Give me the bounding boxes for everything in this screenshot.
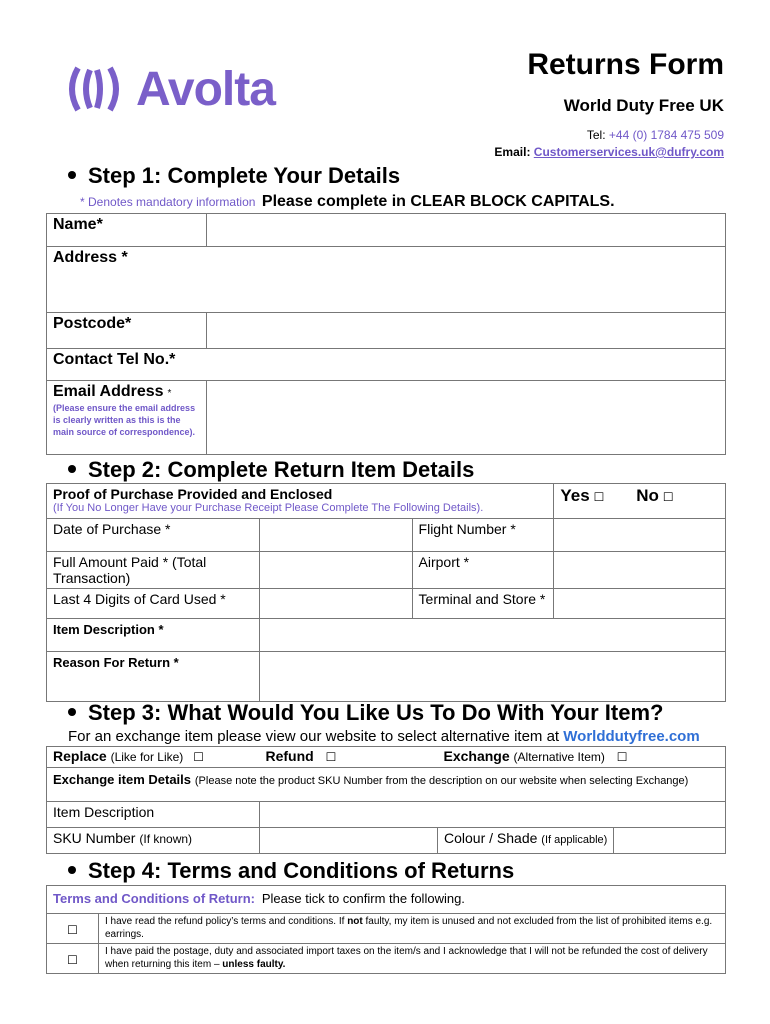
exchange-item-desc-label-cell [47,802,260,828]
exchange-details-note: (Please note the product SKU Number from the description on our website when selecting Exchange) [194,775,689,787]
replace-cell [47,747,260,768]
replace-label: Replace [53,748,107,764]
step2-heading: Step 2: Complete Return Item Details [68,457,474,483]
exchange-note: (Alternative Item) [513,750,605,764]
replace-note: (Like for Like) [110,750,184,764]
postcode-label: Postcode* [53,315,132,332]
sku-note: (If known) [139,832,193,846]
email-note: (Please ensure the email address is clearly written as this is the main source of correspondence). [53,403,196,437]
block-capitals-instruction: Please complete in CLEAR BLOCK CAPITALS. [261,193,615,210]
bullet-icon [68,465,76,473]
email-star: * [167,388,172,399]
airport-input[interactable] [554,552,726,589]
email-label-cell [47,381,207,455]
refund-cell [260,747,438,768]
yes-no-cell [554,484,726,519]
reason-label: Reason For Return * [53,655,179,670]
card-input[interactable] [259,589,412,619]
terminal-input[interactable] [554,589,726,619]
bullet-icon [68,171,76,179]
address-label: Address * [53,249,128,266]
flight-label-cell [412,519,554,552]
sku-label: SKU Number [53,830,136,846]
date-input[interactable] [259,519,412,552]
amount-input[interactable] [259,552,412,589]
proof-note: (If You No Longer Have your Purchase Receipt Please Complete The Following Details). [53,502,484,514]
exchange-details-label: Exchange item Details [53,772,191,787]
term2-text: I have paid the postage, duty and associated import taxes on the item/s and I acknowledge that I will not be refunded the cost of delivery when returning this item – unless faulty. [99,944,726,974]
name-label: Name* [53,216,103,233]
colour-note: (If applicable) [541,834,608,846]
contact-tel-input[interactable] [47,349,726,381]
postcode-label-cell [47,313,207,349]
amount-label: Full Amount Paid * (Total Transaction) [53,554,207,586]
exchange-intro: For an exchange item please view our website to select alternative item at [68,728,560,745]
postcode-input[interactable] [207,313,726,349]
flight-input[interactable] [554,519,726,552]
term1-checkbox-cell [47,914,99,944]
term2-checkbox[interactable]: ☐ [67,952,78,967]
exchange-item-desc-input[interactable] [260,802,726,828]
term1-checkbox[interactable]: ☐ [67,922,78,937]
date-label-cell [47,519,260,552]
tel-label: Tel: [586,128,606,142]
no-checkbox[interactable]: ☐ [662,490,674,504]
sku-input[interactable] [260,828,438,854]
card-label: Last 4 Digits of Card Used * [53,591,226,607]
contact-tel-label: Contact Tel No.* [53,351,176,368]
item-desc-label-cell [47,619,260,652]
reason-label-cell [47,652,260,702]
airport-label: Airport * [418,554,470,570]
no-label: No [636,486,659,505]
header-email [494,145,724,159]
email-label: Email: [494,145,531,159]
term2-checkbox-cell [47,944,99,974]
flight-label: Flight Number * [418,521,516,537]
name-label-cell [47,214,207,247]
email-address-input[interactable] [207,381,726,455]
proof-label: Proof of Purchase Provided and Enclosed [53,486,333,502]
yes-label: Yes [560,486,590,505]
page-title: Returns Form [527,48,724,81]
replace-checkbox[interactable]: ☐ [193,750,204,764]
exchange-label: Exchange [443,748,510,764]
step1-note [80,193,615,211]
sku-label-cell [47,828,260,854]
refund-label: Refund [265,748,314,764]
website-link[interactable]: Worlddutyfree.com [563,728,700,745]
details-table [46,213,726,455]
exchange-checkbox[interactable]: ☐ [616,750,628,764]
card-label-cell [47,589,260,619]
date-label: Date of Purchase * [53,521,171,537]
yes-checkbox[interactable]: ☐ [593,490,605,504]
bullet-icon [68,866,76,874]
amount-label-cell [47,552,260,589]
terms-label: Terms and Conditions of Return: [53,891,255,906]
header-tel [587,128,724,142]
step1-heading: Step 1: Complete Your Details [68,163,400,189]
terms-header-cell [47,886,726,914]
colour-label: Colour / Shade [444,830,538,846]
item-desc-label: Item Description * [53,622,164,637]
item-desc-input[interactable] [259,619,725,652]
colour-label-cell [438,828,614,854]
email-link[interactable]: Customerservices.uk@dufry.com [533,145,724,159]
bullet-icon [68,708,76,716]
tel-value: +44 (0) 1784 475 509 [608,128,724,142]
airport-label-cell [412,552,554,589]
address-input[interactable] [47,247,726,313]
terms-instruction: Please tick to confirm the following. [261,891,465,906]
page-subtitle: World Duty Free UK [563,96,724,115]
reason-input[interactable] [259,652,725,702]
term1-text: I have read the refund policy’s terms and conditions. If not faulty, my item is unused and not excluded from the list of prohibited items e.g. earrings. [99,914,726,944]
exchange-item-desc-label: Item Description [53,804,155,820]
proof-cell [47,484,554,519]
avolta-logo [50,52,320,126]
action-table [46,746,726,854]
return-item-table [46,483,726,702]
step4-heading: Step 4: Terms and Conditions of Returns [68,858,514,884]
step3-heading: Step 3: What Would You Like Us To Do With Your Item? [68,700,663,726]
refund-checkbox[interactable]: ☐ [325,750,337,764]
terminal-label: Terminal and Store * [418,591,546,607]
logo-text: Avolta [136,63,275,116]
exchange-cell [438,747,726,768]
step3-intro [68,728,700,745]
exchange-details-cell [47,768,726,802]
terminal-label-cell [412,589,554,619]
colour-input[interactable] [614,828,726,854]
mandatory-note: * Denotes mandatory information [80,195,256,209]
terms-table [46,885,726,974]
name-input[interactable] [207,214,726,247]
email-address-label: Email Address [53,383,164,400]
